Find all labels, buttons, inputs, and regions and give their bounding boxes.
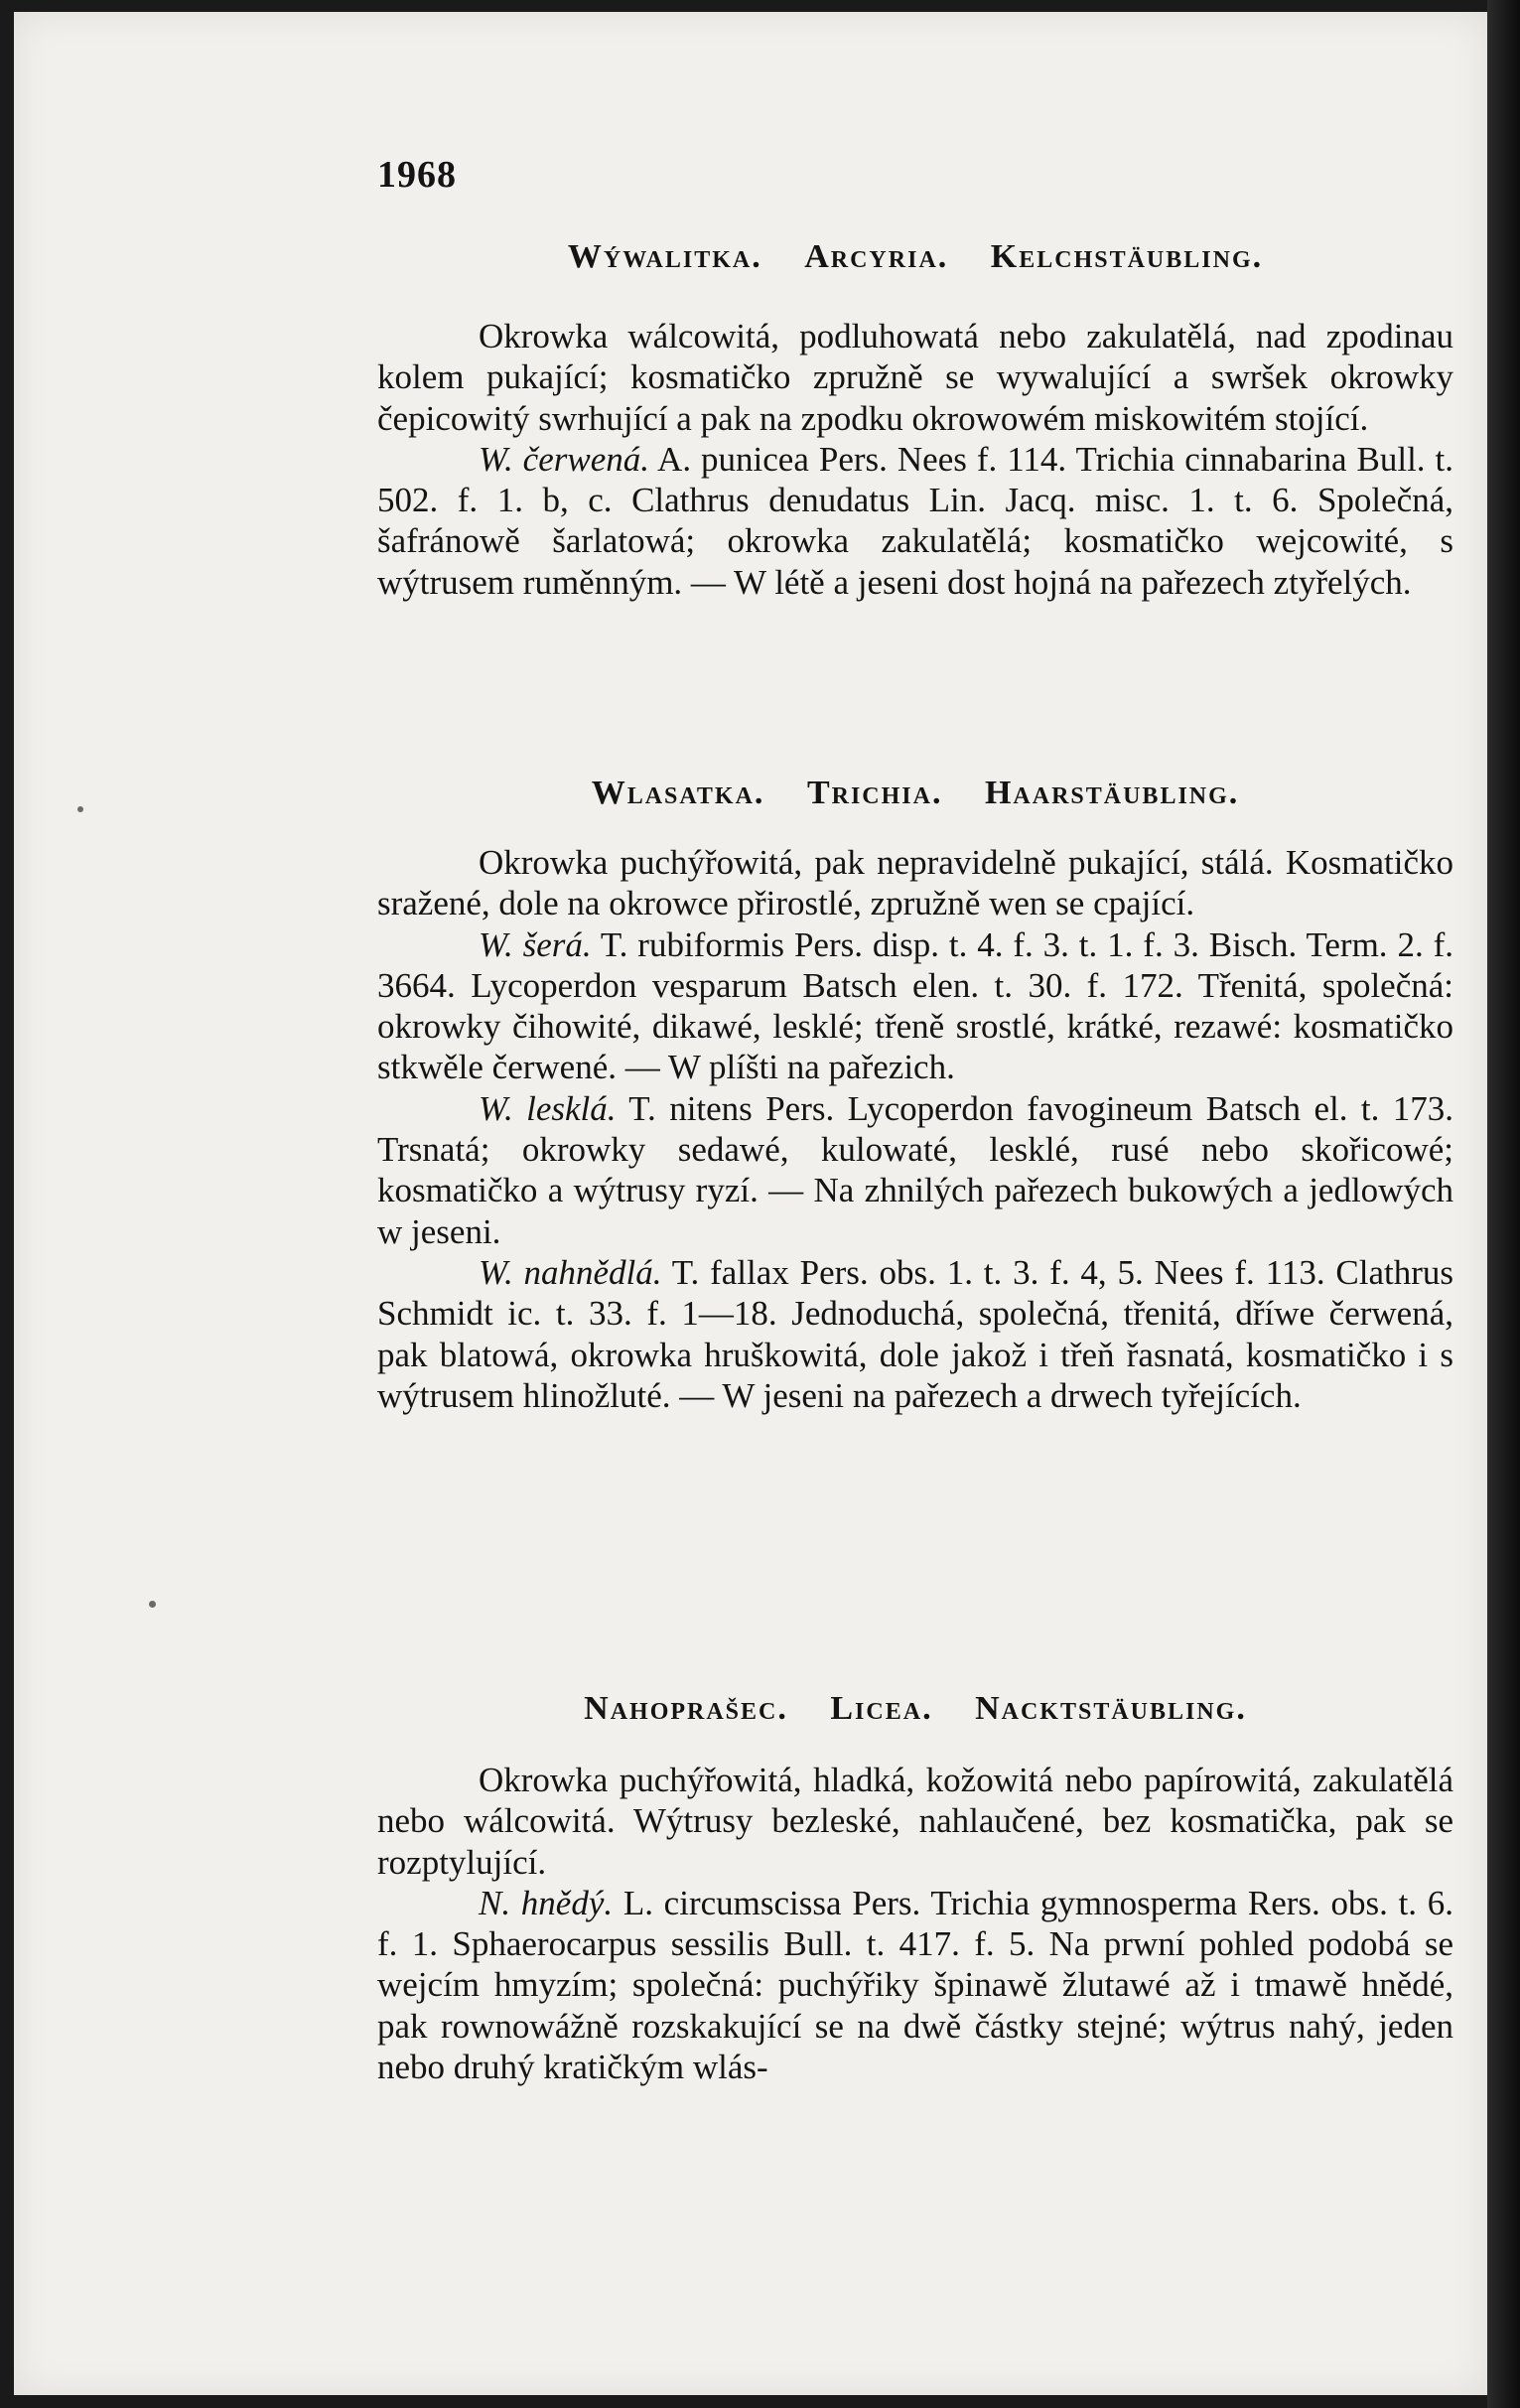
species-entry bbox=[377, 1252, 1453, 1416]
species-latin: T. nitens bbox=[628, 1088, 753, 1128]
species-entry bbox=[377, 1883, 1453, 2087]
species-entry bbox=[377, 1088, 1453, 1252]
heading-german: Haarstäubling. bbox=[984, 775, 1240, 811]
paper-speck bbox=[77, 806, 83, 812]
species-name: N. hnědý. bbox=[479, 1883, 614, 1922]
genus-description: Okrowka wálcowitá, podluhowatá nebo zakulatělá, nad zpodinau kolem pukající; kosmatičko zpružně se wywalující a swršek okrowky čepicowitý swrhující a pak na zpodku okrowowém miskowitém stojící. bbox=[377, 317, 1453, 438]
heading-czech: Nahoprašec. bbox=[584, 1690, 788, 1727]
species-latin: A. punicea bbox=[657, 439, 809, 479]
species-name: W. nahnědlá. bbox=[479, 1252, 662, 1292]
species-description: Třenitá, společná: okrowky čihowité, dikawé, lesklé; třeně srostlé, krátké, rezawé: kosmatičko stkwěle čerwené. — W plíšti na pařezich. bbox=[377, 965, 1453, 1087]
book-spine-edge bbox=[1487, 0, 1520, 2408]
heading-czech: Wýwalitka. bbox=[567, 238, 762, 275]
species-latin: T. fallax bbox=[671, 1252, 789, 1292]
section-body-arcyria bbox=[377, 316, 1453, 603]
species-references: Pers. Nees f. 114. Trichia cinnabarina Bull. t. 502. f. 1. b, c. Clathrus denudatus Lin. Jacq. misc. 1. t. 6. bbox=[377, 439, 1454, 520]
section-heading-arcyria bbox=[377, 238, 1453, 276]
paper-speck bbox=[149, 1601, 156, 1608]
page-sheet bbox=[14, 12, 1487, 2395]
heading-czech: Wlasatka. bbox=[591, 775, 765, 811]
species-description: Jednoduchá, společná, třenitá, dříwe čerwená, pak blatowá, okrowka hruškowitá, dole jakož i třeň řasnatá, kosmatičko i s wýtrusem hlinožluté. — W jeseni na pařezech a drwech tyřejících. bbox=[377, 1294, 1453, 1415]
species-name: W. lesklá. bbox=[479, 1088, 617, 1128]
page-number: 1968 bbox=[377, 154, 457, 196]
species-references: Pers. disp. t. 4. f. 3. t. 1. f. 3. Bisch. Term. 2. f. 3664. Lycoperdon vesparum Batsch elen. t. 30. f. 172. bbox=[377, 924, 1453, 1005]
species-name: W. čerwená. bbox=[479, 439, 649, 479]
species-entry bbox=[377, 924, 1453, 1088]
section-body-trichia bbox=[377, 842, 1453, 1416]
heading-latin: Trichia. bbox=[806, 775, 943, 811]
species-references: Pers. Trichia gymnosperma Rers. obs. t. 6. f. 1. Sphaerocarpus sessilis Bull. t. 417. f. 5. bbox=[377, 1883, 1453, 1964]
species-description: Trsnatá; okrowky sedawé, kulowaté, lesklé, rusé nebo skořicowé; kosmatičko a wýtrusy ryzí. — Na zhnilých pařezech bukowých a jedlowých w jeseni. bbox=[377, 1130, 1453, 1251]
heading-german: Kelchstäubling. bbox=[990, 238, 1264, 275]
heading-latin: Licea. bbox=[830, 1690, 933, 1727]
species-description: Společná, šafránowě šarlatowá; okrowka zakulatělá; kosmatičko wejcowité, s wýtrusem ruměnným. — W létě a jeseni dost hojná na pařezech ztyřelých. bbox=[377, 481, 1453, 602]
species-latin: T. rubiformis bbox=[600, 924, 785, 964]
genus-description: Okrowka puchýřowitá, pak nepravidelně pukající, stálá. Kosmatičko sražené, dole na okrowce přirostlé, zpružně wen se cpající. bbox=[377, 843, 1453, 923]
section-heading-licea bbox=[377, 1690, 1453, 1728]
species-name: W. šerá. bbox=[479, 924, 592, 964]
species-description: Na prwní pohled podobá se wejcím hmyzím; společná: puchýřiky špinawě žlutawé až i tmawě hnědé, pak rownowážně rozskakující se na dwě částky stejné; wýtrus nahý, jeden nebo druhý kratičkým wlás- bbox=[377, 1924, 1454, 2087]
species-latin: L. circumscissa bbox=[622, 1883, 842, 1922]
heading-latin: Arcyria. bbox=[804, 238, 949, 275]
heading-german: Nacktstäubling. bbox=[975, 1690, 1247, 1727]
species-references: Pers. obs. 1. t. 3. f. 4, 5. Nees f. 113. Clathrus Schmidt ic. t. 33. f. 1—18. bbox=[377, 1252, 1454, 1334]
species-references: Pers. Lycoperdon favogineum Batsch el. t. 173. bbox=[765, 1088, 1453, 1128]
species-entry bbox=[377, 439, 1453, 603]
genus-description: Okrowka puchýřowitá, hladká, kožowitá nebo papírowitá, zakulatělá nebo wálcowitá. Wýtrusy bezleské, nahlaučené, bez kosmatička, pak se rozptylující. bbox=[377, 1761, 1453, 1882]
section-body-licea bbox=[377, 1760, 1453, 2087]
section-heading-trichia bbox=[377, 775, 1453, 812]
